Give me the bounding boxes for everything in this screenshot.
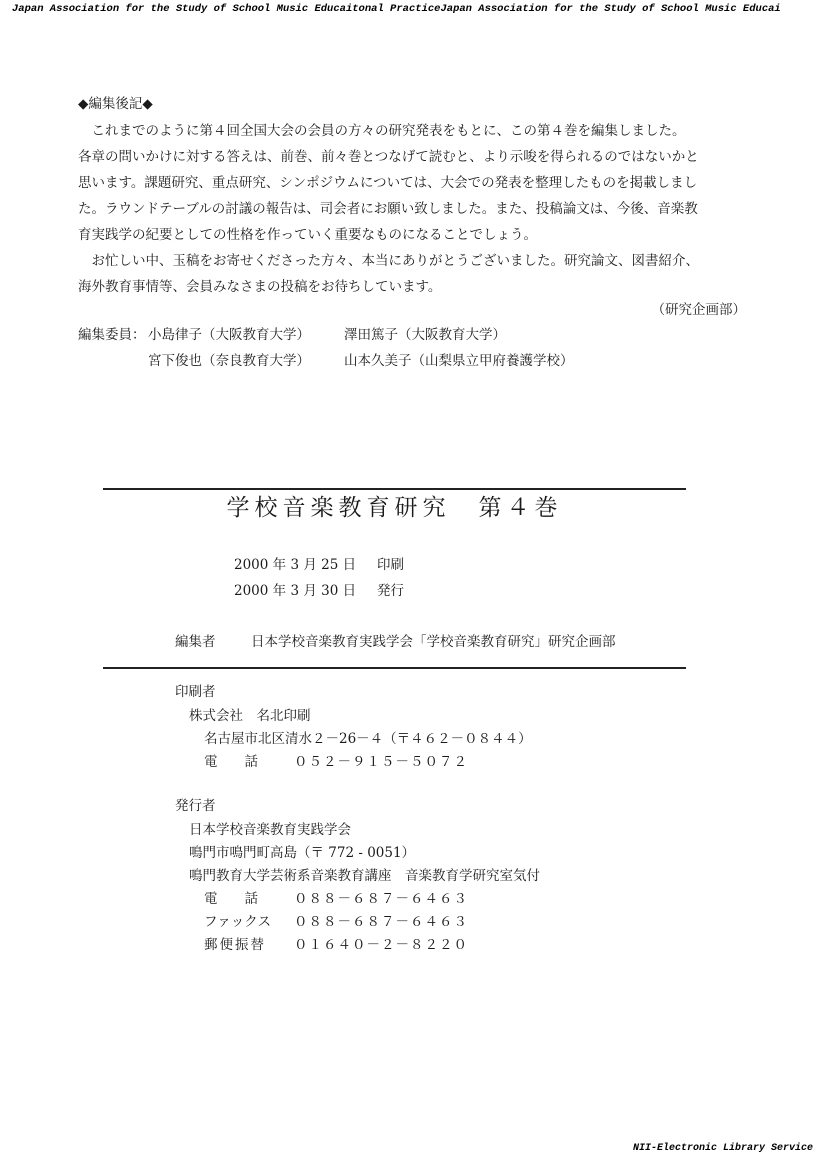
editorial-line: 思います。課題研究、重点研究、シンポジウムについては、大会での発表を整理したものを掲載しまし — [78, 175, 698, 191]
publisher-postal-label: 郵便振替 — [204, 937, 266, 953]
issue-date: 2000 年 3 月 30 日 — [234, 583, 357, 599]
page-header: Japan Association for the Study of School Music Educaitonal PracticeJapan Association for the Study of School Music Educai — [12, 3, 781, 15]
editorial-body — [78, 118, 758, 300]
committee-label: 編集委員： — [78, 327, 146, 343]
editorial-heading: ◆編集後記◆ — [78, 96, 153, 112]
print-label: 印刷 — [377, 557, 404, 573]
divider-top — [103, 488, 686, 490]
page-footer: NII-Electronic Library Service — [632, 1143, 813, 1154]
publisher-department: 鳴門教育大学芸術系音楽教育講座 音楽教育学研究室気付 — [189, 868, 540, 884]
divider-bottom — [103, 667, 686, 669]
publisher-address: 鳴門市鳴門町高島（〒 772 - 0051） — [189, 845, 416, 861]
print-date: 2000 年 3 月 25 日 — [234, 557, 357, 573]
printer-tel-label: 電 話 — [204, 754, 258, 770]
committee-member: 宮下俊也（奈良教育大学） — [148, 353, 310, 369]
editor-name: 日本学校音楽教育実践学会「学校音楽教育研究」研究企画部 — [251, 634, 616, 650]
publisher-fax-label: ファックス — [204, 914, 272, 930]
publisher-postal: ０１６４０－２－８２２０ — [294, 937, 468, 953]
editorial-line: お忙しい中、玉稿をお寄せくださった方々、本当にありがとうございました。研究論文、図書紹介、 — [78, 253, 699, 269]
editorial-line: 各章の問いかけに対する答えは、前巻、前々巻とつなげて読むと、より示唆を得られるのではないかと — [78, 149, 699, 165]
editorial-line: た。ラウンドテーブルの討議の報告は、司会者にお願い致しました。また、投稿論文は、今後、音楽教 — [78, 201, 698, 217]
issue-label: 発行 — [377, 583, 404, 599]
committee-member: 澤田篤子（大阪教育大学） — [344, 327, 506, 343]
committee-member: 山本久美子（山梨県立甲府養護学校） — [344, 353, 574, 369]
publisher-name: 日本学校音楽教育実践学会 — [189, 822, 351, 838]
committee-member: 小島律子（大阪教育大学） — [148, 327, 310, 343]
editor-label: 編集者 — [175, 634, 216, 650]
editorial-line: 海外教育事情等、会員みなさまの投稿をお待ちしています。 — [78, 279, 442, 295]
printer-address: 名古屋市北区清水２－26－４（〒４６２－０８４４） — [204, 731, 532, 747]
publisher-tel-label: 電 話 — [204, 891, 258, 907]
publisher-fax: ０８８－６８７－６４６３ — [294, 914, 468, 930]
publication-title: 学校音楽教育研究 第４巻 — [226, 495, 563, 521]
editorial-signature: （研究企画部） — [651, 302, 746, 318]
printer-name: 株式会社 名北印刷 — [189, 708, 311, 724]
publisher-tel: ０８８－６８７－６４６３ — [294, 891, 468, 907]
printer-tel: ０５２－９１５－５０７２ — [294, 754, 468, 770]
printer-label: 印刷者 — [175, 684, 216, 700]
editorial-line: これまでのように第４回全国大会の会員の方々の研究発表をもとに、この第４巻を編集しました。 — [78, 123, 686, 139]
publisher-label: 発行者 — [175, 798, 216, 814]
editorial-line: 育実践学の紀要としての性格を作っていく重要なものになることでしょう。 — [78, 227, 537, 243]
